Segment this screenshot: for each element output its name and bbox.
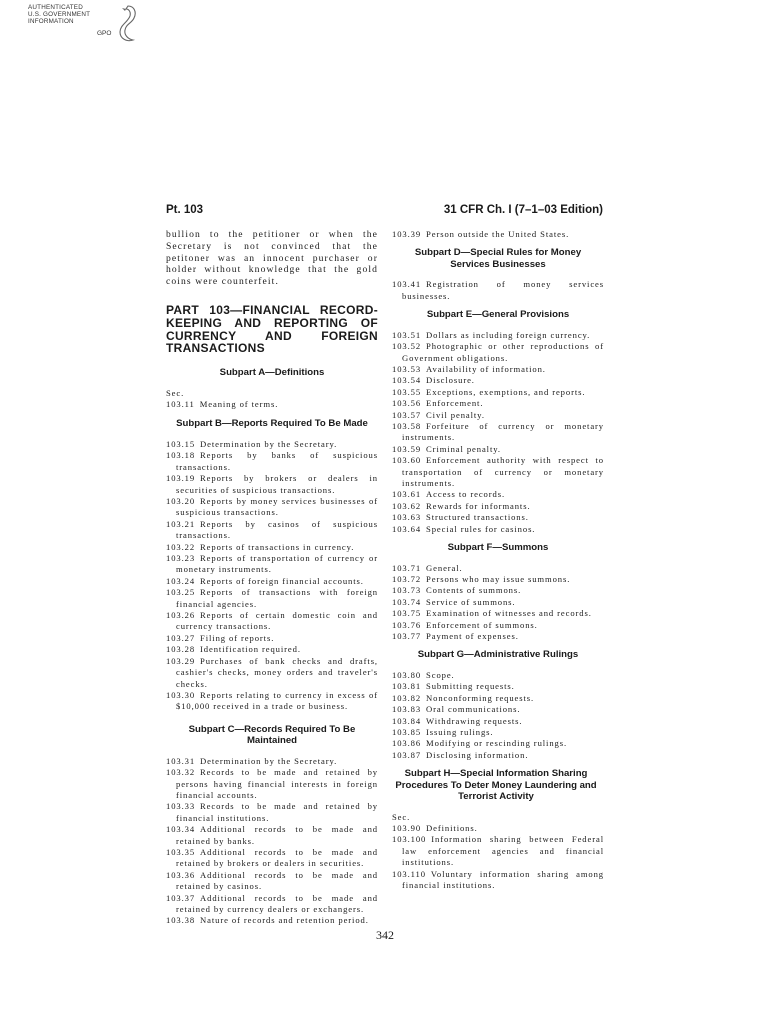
- section-number: 103.19: [166, 473, 196, 484]
- section-title: Photographic or other reproductions of Government obligations.: [402, 341, 604, 363]
- section-entry: [392, 670, 604, 681]
- section-entry: [392, 279, 604, 302]
- right-column: [392, 229, 604, 891]
- section-title: Records to be made and retained by financial institutions.: [176, 801, 378, 823]
- section-number: 103.38: [166, 915, 196, 926]
- section-number: 103.87: [392, 749, 422, 760]
- section-title: Definitions.: [426, 823, 478, 834]
- subpart-h-heading: Subpart H—Special Information Sharing Procedures To Deter Money Laundering and Terrorist Activity: [395, 768, 597, 803]
- section-entry: [166, 399, 378, 410]
- running-head-part: Pt. 103: [166, 204, 204, 216]
- section-number: 103.90: [392, 823, 422, 834]
- section-number: 103.25: [166, 587, 196, 598]
- section-number: 103.62: [392, 500, 422, 511]
- subpart-d-heading: Subpart D—Special Rules for Money Services Businesses: [414, 247, 582, 270]
- section-title: Rewards for informants.: [426, 500, 531, 511]
- section-entry: [392, 341, 604, 364]
- section-entry: [392, 410, 604, 421]
- section-title: Reports by casinos of suspicious transactions.: [176, 518, 378, 541]
- subpart-b-heading: Subpart B—Reports Required To Be Made: [176, 418, 368, 430]
- section-number: 103.33: [166, 801, 196, 812]
- logo-line: INFORMATION: [28, 18, 74, 25]
- carryover-paragraph: bullion to the petitioner or when the Secretary is not convinced that the petitoner was an innocent purchaser or holder without knowledge that the gold coins were counterfeit.: [166, 229, 378, 288]
- sec-label: Sec.: [166, 387, 185, 398]
- section-entry: [166, 893, 378, 916]
- section-entry: [392, 585, 604, 596]
- section-title: Meaning of terms.: [199, 399, 279, 410]
- section-entry: [166, 519, 378, 542]
- section-title: Identification required.: [200, 644, 301, 655]
- section-number: 103.82: [392, 692, 422, 703]
- section-title: Modifying or rescinding rulings.: [426, 738, 568, 749]
- section-number: 103.59: [392, 443, 422, 454]
- section-number: 103.15: [166, 438, 196, 449]
- section-number: 103.76: [392, 619, 422, 630]
- section-entry: [392, 597, 604, 608]
- section-title: Oral communications.: [426, 704, 521, 715]
- section-number: 103.74: [392, 596, 422, 607]
- section-number: 103.32: [166, 767, 196, 778]
- section-number: 103.73: [392, 585, 422, 596]
- sec-label: Sec.: [392, 811, 411, 822]
- section-entry: [392, 364, 604, 375]
- section-number: 103.57: [392, 409, 422, 420]
- section-title: Reports of certain domestic coin and currency transactions.: [176, 610, 378, 632]
- section-title: Reports by money services businesses of suspicious transactions.: [176, 496, 378, 518]
- section-number: 103.75: [392, 608, 422, 619]
- section-entry: [392, 444, 604, 455]
- section-title: Payment of expenses.: [426, 630, 519, 641]
- section-number: 103.83: [392, 704, 422, 715]
- subpart-d-list: [392, 279, 604, 302]
- section-entry: [166, 847, 378, 870]
- subpart-g-heading: Subpart G—Administrative Rulings: [417, 649, 579, 661]
- section-number: 103.23: [166, 553, 196, 564]
- section-entry: [392, 738, 604, 749]
- section-title: Disclosure.: [426, 375, 475, 386]
- section-number: 103.56: [392, 398, 422, 409]
- section-number: 103.21: [166, 518, 196, 529]
- section-entry: [392, 693, 604, 704]
- section-title: Scope.: [426, 669, 455, 680]
- section-title: Reports by banks of suspicious transactions.: [176, 450, 378, 472]
- section-entry: [166, 633, 378, 644]
- section-entry: [392, 330, 604, 341]
- section-title: Forfeiture of currency or monetary instruments.: [402, 420, 604, 443]
- subpart-f-heading: Subpart F—Summons: [447, 542, 549, 554]
- section-entry: [166, 610, 378, 633]
- section-entry: [392, 704, 604, 715]
- section-title: Information sharing between Federal law enforcement agencies and financial institutions.: [402, 834, 604, 868]
- section-entry: [392, 512, 604, 523]
- section-entry: [166, 450, 378, 473]
- section-number: 103.18: [166, 450, 196, 461]
- section-title: Withdrawing requests.: [426, 715, 523, 726]
- section-title: Purchases of bank checks and drafts, cashier's checks, money orders and traveler's checks.: [176, 655, 378, 689]
- top-list: [392, 229, 604, 240]
- section-title: Exceptions, exemptions, and reports.: [426, 386, 586, 397]
- section-title: Voluntary information sharing among financial institutions.: [402, 868, 604, 891]
- section-title: Reports of transportation of currency or monetary instruments.: [176, 553, 378, 575]
- section-entry: [392, 375, 604, 386]
- section-entry: [166, 542, 378, 553]
- subpart-h-list: [392, 823, 604, 891]
- section-entry: [166, 767, 378, 801]
- section-title: Service of summons.: [426, 596, 516, 607]
- section-title: Determination by the Secretary.: [200, 438, 338, 449]
- running-head-edition: 31 CFR Ch. I (7–1–03 Edition): [443, 204, 603, 216]
- section-entry: [166, 644, 378, 655]
- section-title: Disclosing information.: [426, 749, 529, 760]
- section-title: Enforcement of summons.: [426, 619, 538, 630]
- section-title: General.: [426, 562, 463, 573]
- section-title: Examination of witnesses and records.: [426, 608, 592, 619]
- section-number: 103.22: [166, 541, 196, 552]
- section-entry: [166, 473, 378, 496]
- section-number: 103.31: [166, 755, 196, 766]
- section-entry: [166, 801, 378, 824]
- section-title: Persons who may issue summons.: [426, 573, 571, 584]
- section-number: 103.86: [392, 738, 422, 749]
- section-entry: [392, 574, 604, 585]
- section-entry: [392, 716, 604, 727]
- section-title: Criminal penalty.: [426, 443, 501, 454]
- page-number: 342: [376, 928, 394, 942]
- section-title: Structured transactions.: [426, 512, 529, 523]
- section-entry: [392, 869, 604, 892]
- subpart-e-heading: Subpart E—General Provisions: [426, 309, 570, 321]
- section-number: 103.30: [166, 689, 196, 700]
- subpart-a-list: [166, 399, 378, 410]
- section-number: 103.27: [166, 632, 196, 643]
- section-title: Registration of money services businesses.: [402, 279, 604, 301]
- section-title: Reports of transactions with foreign financial agencies.: [176, 587, 378, 609]
- section-number: 103.20: [166, 496, 196, 507]
- section-number: 103.84: [392, 715, 422, 726]
- section-number: 103.71: [392, 562, 422, 573]
- gpo-authentication-logo: [28, 4, 140, 46]
- subpart-a-heading: Subpart A—Definitions: [219, 367, 325, 379]
- subpart-e-list: [392, 330, 604, 535]
- section-entry: [392, 834, 604, 868]
- section-number: 103.100: [392, 834, 427, 845]
- section-title: Issuing rulings.: [426, 726, 494, 737]
- section-title: Reports by brokers or dealers in securities of suspicious transactions.: [176, 473, 378, 495]
- section-entry: [392, 631, 604, 642]
- section-entry: [392, 681, 604, 692]
- section-entry: [166, 439, 378, 450]
- section-number: 103.29: [166, 655, 196, 666]
- section-title: Person outside the United States.: [426, 229, 570, 239]
- left-column: [166, 229, 378, 927]
- section-number: 103.39: [392, 229, 422, 239]
- section-entry: [392, 727, 604, 738]
- section-entry: [166, 587, 378, 610]
- section-entry: [392, 455, 604, 489]
- logo-line: AUTHENTICATED: [28, 4, 83, 11]
- section-number: 103.55: [392, 386, 422, 397]
- section-number: 103.26: [166, 610, 196, 621]
- section-number: 103.80: [392, 669, 422, 680]
- section-number: 103.60: [392, 455, 422, 466]
- part-title: PART 103—FINANCIAL RECORD-KEEPING AND REPORTING OF CURRENCY AND FOREIGN TRANSACTIONS: [166, 302, 378, 356]
- section-number: 103.34: [166, 824, 196, 835]
- section-entry: [166, 690, 378, 713]
- eagle-icon: [116, 4, 138, 44]
- section-number: 103.81: [392, 681, 422, 692]
- section-entry: [392, 524, 604, 535]
- section-title: Special rules for casinos.: [426, 523, 536, 534]
- section-number: 103.64: [392, 523, 422, 534]
- subpart-f-list: [392, 563, 604, 643]
- section-title: Determination by the Secretary.: [200, 755, 338, 766]
- section-title: Enforcement authority with respect to transportation of currency or monetary instruments.: [402, 455, 604, 488]
- section-number: 103.24: [166, 575, 196, 586]
- section-title: Reports relating to currency in excess of $10,000 received in a trade or business.: [176, 689, 378, 712]
- section-number: 103.61: [392, 489, 422, 500]
- section-title: Civil penalty.: [426, 409, 485, 420]
- section-title: Records to be made and retained by persons having financial interests in foreign financial accounts.: [176, 767, 378, 800]
- section-title: Nonconforming requests.: [426, 692, 535, 703]
- section-entry: [392, 563, 604, 574]
- section-entry: [392, 229, 604, 240]
- section-number: 103.54: [392, 375, 422, 386]
- section-title: Additional records to be made and retained by brokers or dealers in securities.: [176, 846, 378, 869]
- section-number: 103.35: [166, 846, 196, 857]
- section-title: Reports of transactions in currency.: [200, 541, 355, 552]
- section-number: 103.110: [392, 868, 426, 879]
- section-title: Availability of information.: [426, 363, 546, 374]
- section-title: Dollars as including foreign currency.: [426, 329, 591, 340]
- section-number: 103.53: [392, 363, 422, 374]
- section-entry: [392, 823, 604, 834]
- subpart-c-heading: Subpart C—Records Required To Be Maintained: [188, 723, 356, 747]
- section-entry: [166, 576, 378, 587]
- section-entry: [166, 496, 378, 519]
- section-title: Additional records to be made and retained by currency dealers or exchangers.: [176, 892, 378, 915]
- section-title: Reports of foreign financial accounts.: [200, 575, 364, 586]
- section-title: Enforcement.: [426, 398, 484, 409]
- section-entry: [166, 756, 378, 767]
- section-number: 103.51: [392, 329, 422, 340]
- section-entry: [166, 553, 378, 576]
- section-title: Contents of summons.: [426, 585, 522, 596]
- logo-line: U.S. GOVERNMENT: [28, 11, 91, 18]
- section-number: 103.37: [166, 892, 196, 903]
- section-entry: [392, 750, 604, 761]
- section-entry: [166, 824, 378, 847]
- section-entry: [392, 489, 604, 500]
- section-entry: [166, 870, 378, 893]
- section-title: Additional records to be made and retained by banks.: [176, 824, 378, 846]
- section-entry: [392, 608, 604, 619]
- section-title: Access to records.: [426, 489, 506, 500]
- section-number: 103.36: [166, 869, 196, 880]
- section-title: Filing of reports.: [200, 632, 275, 643]
- subpart-c-list: [166, 756, 378, 927]
- section-number: 103.85: [392, 726, 422, 737]
- section-title: Additional records to be made and retained by casinos.: [176, 869, 378, 892]
- section-number: 103.58: [392, 420, 422, 431]
- section-number: 103.41: [392, 279, 422, 290]
- section-number: 103.63: [392, 512, 422, 523]
- logo-gpo-text: GPO: [97, 30, 112, 37]
- section-entry: [166, 656, 378, 690]
- section-entry: [392, 398, 604, 409]
- section-title: Submitting requests.: [426, 681, 515, 692]
- subpart-b-list: [166, 439, 378, 713]
- section-number: 103.28: [166, 644, 196, 655]
- subpart-g-list: [392, 670, 604, 761]
- section-title: Nature of records and retention period.: [200, 915, 369, 926]
- section-entry: [392, 620, 604, 631]
- section-entry: [166, 915, 378, 926]
- section-number: 103.77: [392, 630, 422, 641]
- section-number: 103.52: [392, 341, 422, 352]
- section-entry: [392, 421, 604, 444]
- section-number: 103.11: [166, 399, 195, 410]
- section-number: 103.72: [392, 573, 422, 584]
- section-entry: [392, 387, 604, 398]
- section-entry: [392, 501, 604, 512]
